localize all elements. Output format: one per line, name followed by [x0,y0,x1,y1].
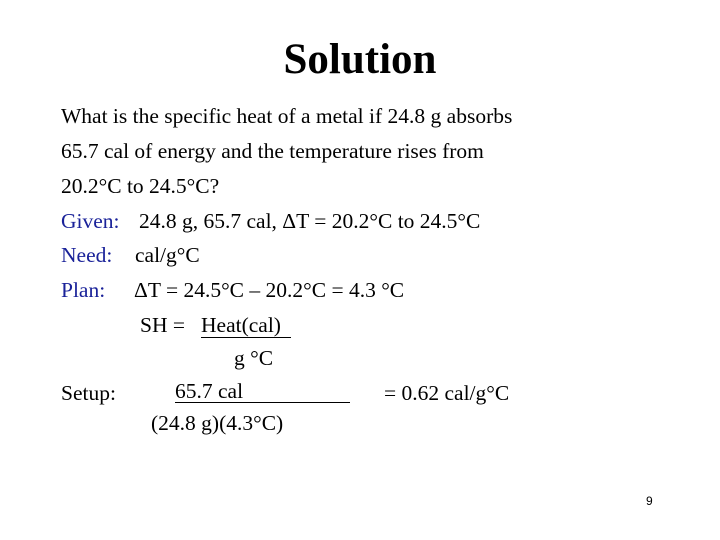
page-number: 9 [646,494,653,508]
plan-label: Plan: [61,278,106,302]
question-line-3: 20.2°C to 24.5°C? [61,174,220,198]
given-text: 24.8 g, 65.7 cal, ΔT = 20.2°C to 24.5°C [139,209,481,233]
need-row [61,242,112,268]
slide-title: Solution [283,36,437,83]
setup-denominator: (24.8 g)(4.3°C) [151,411,284,435]
sh-fraction-rule [201,337,291,338]
question-line-1: What is the specific heat of a metal if 24.8 g absorbs [61,104,513,128]
sh-formula-denominator: g °C [234,346,274,370]
given-label: Given: [61,209,120,233]
setup-fraction-rule [175,402,350,403]
setup-numerator: 65.7 cal [175,379,244,403]
setup-label: Setup: [61,381,116,405]
plan-row [61,277,105,303]
sh-formula-numerator: Heat(cal) [201,313,281,337]
need-label: Need: [61,243,113,267]
setup-result: = 0.62 cal/g°C [384,381,510,405]
plan-text: ΔT = 24.5°C – 20.2°C = 4.3 °C [134,278,405,302]
need-text: cal/g°C [135,243,200,267]
given-row [61,208,120,234]
sh-formula-prefix: SH = [140,313,185,337]
question-line-2: 65.7 cal of energy and the temperature rises from [61,139,484,163]
